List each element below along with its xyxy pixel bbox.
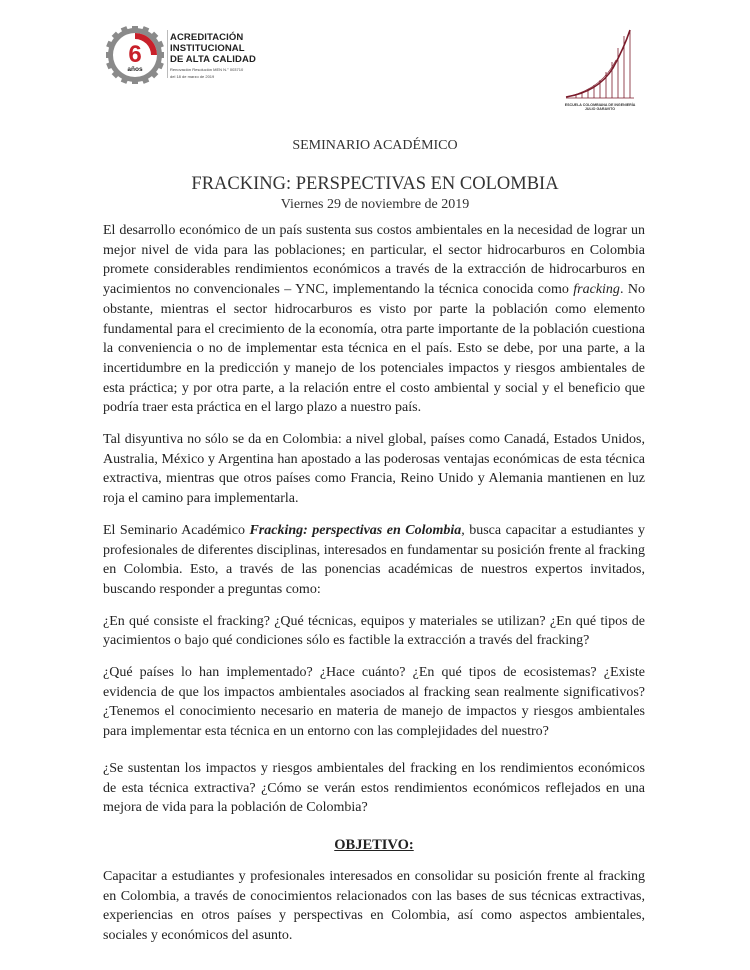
paragraph-seminar-text-cont: , busca capacitar a estudiantes y profesionales de diferentes disciplinas, interesados en fundamentar su posición frente al fracking en Colombia. Esto, a través de las ponencias académicas de nuestros expertos invitados, buscando responder a preguntas como: [103,522,645,597]
objective-text: Capacitar a estudiantes y profesionales interesados en consolidar su posición frente al fracking en Colombia, a través de conocimientos relacionados con las bases de sus técnicas extractivas, experiencias en otros países y perspectivas en Colombia, así como aspectos ambientales, sociales y económicos del asunto. [103,868,645,944]
accreditation-line1: ACREDITACIÓN [170,32,244,43]
document-body [103,221,645,958]
svg-text:años: años [127,66,143,73]
school-curve-icon [558,26,642,102]
accreditation-line3: DE ALTA CALIDAD [170,54,256,65]
svg-text:6: 6 [128,41,142,68]
accreditation-line2: INSTITUCIONAL [170,43,245,54]
event-date: Viernes 29 de noviembre de 2019 [280,197,470,212]
paragraph-intro [103,221,645,418]
school-name-line2: JULIO GARAVITO [584,107,616,112]
paragraph-intro-text: El desarrollo económico de un país sustenta sus costos ambientales en la necesidad de lograr un mejor nivel de vida para las poblaciones; en particular, el sector hidrocarburos en Colombia promete considerables rendimientos económicos a través de la extracción de hidrocarburos en yacimientos no convencionales – YNC, implementando la técnica conocida como [103,223,645,298]
accreditation-seal-icon [106,26,164,84]
paragraph-intro-text-cont: . No obstante, mientras el sector hidrocarburos es visto por parte la población como elemento fundamental para el crecimiento de la economía, otra parte importante de la población cuestiona la conveniencia o no de implementar esta técnica en el país. Esto se debe, por una parte, a la incertidumbre en la predicción y manejo de los potenciales impactos y riesgos ambientales de esta práctica; y por otra parte, a la relación entre el costo ambiental y social y el beneficio que podría traer esta práctica en el largo plazo a nuestro país. [103,282,645,416]
accreditation-resolution: Renovación Resolución MEN N.° 003710 [170,67,244,72]
school-logo [558,26,642,114]
accreditation-text [170,32,270,79]
school-name-line1: ESCUELA COLOMBIANA DE INGENIERÍA [564,103,636,107]
seminar-name: Fracking: perspectivas en Colombia [249,522,462,538]
page-title: FRACKING: PERSPECTIVAS EN COLOMBIA [191,174,559,194]
paragraph-global: Tal disyuntiva no sólo se da en Colombia: a nivel global, países como Canadá, Estados Unidos, Australia, México y Argentina han apostado a las poderosas ventajas económicas de esta técnica extractiva, mientras que otros países como Francia, Reino Unido y Alemania mantienen en luz roja el camino para implementarla. [103,432,645,507]
paragraph-seminar [103,521,645,600]
paragraph-seminar-text: El Seminario Académico [103,522,250,538]
paragraph-questions-technique: ¿En qué consiste el fracking? ¿Qué técnicas, equipos y materiales se utilizan? ¿En qué tipos de yacimientos o bajo qué condiciones sólo es factible la extracción a través del fracking? [103,613,645,649]
paragraph-questions-impacts: ¿Qué países lo han implementado? ¿Hace cuánto? ¿En qué tipos de ecosistemas? ¿Existe evidencia de que los impactos ambientales asociados al fracking sean realmente significativos? ¿Tenemos el conocimiento necesario en materia de manejo de impactos y riesgos ambientales para implementar esta técnica en un entorno con las complejidades del nuestro? [103,665,645,740]
fracking-term: fracking [573,282,620,298]
accreditation-resolution-date: del 18 de marzo de 2019 [170,74,215,79]
accreditation-logo [106,26,266,88]
objective-heading: OBJETIVO: [334,836,414,853]
paragraph-questions-economics: ¿Se sustentan los impactos y riesgos ambientales del fracking en los rendimientos económicos de esta técnica extractiva? ¿Cómo se verán estos rendimientos económicos reflejados en una mejora de vida para la población de Colombia? [103,760,645,816]
accreditation-divider [167,30,168,78]
seminar-label: SEMINARIO ACADÉMICO [292,138,458,153]
school-name [558,103,642,112]
